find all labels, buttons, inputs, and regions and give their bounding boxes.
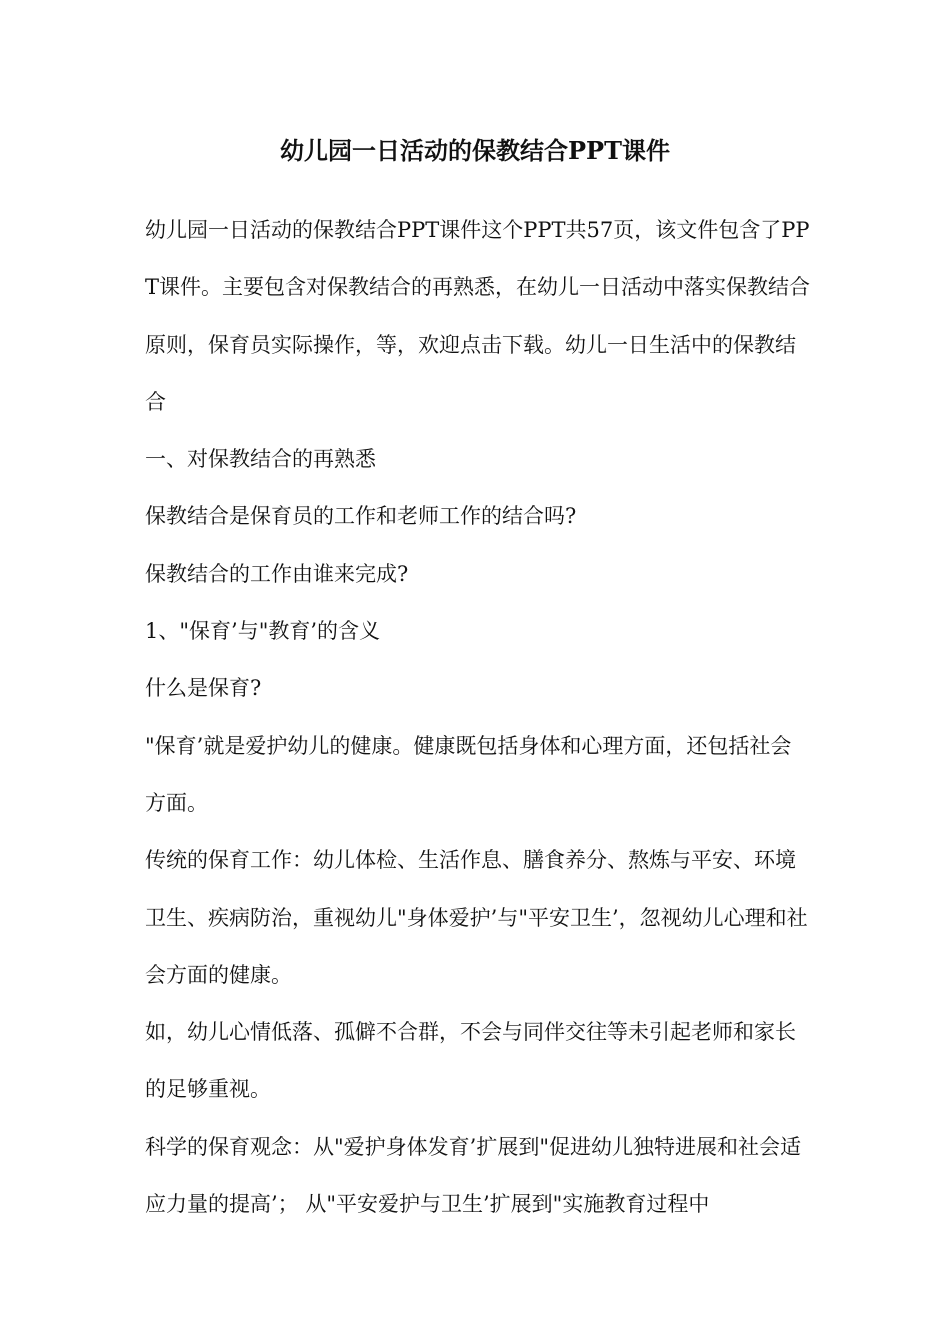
paragraph-traditional: 传统的保育工作：幼儿体检、生活作息、膳食养分、熬炼与平安、环境卫生、疾病防治，重视幼儿"身体爱护’与"平安卫生’，忽视幼儿心理和社会方面的健康。 [145, 848, 808, 987]
document-body [145, 202, 810, 1233]
document-title: 幼儿园一日活动的保教结合PPT课件 [280, 136, 670, 165]
paragraph-intro: 幼儿园一日活动的保教结合PPT课件这个PPT共57页，该文件包含了PPT课件。主要包含对保教结合的再熟悉，在幼儿一日活动中落实保教结合原则，保育员实际操作，等，欢迎点击下载。幼儿一日生活中的保教结合 [145, 218, 811, 414]
subsection-heading-1: 1、"保育’与"教育’的含义 [145, 619, 381, 644]
paragraph-question-1: 保教结合是保育员的工作和老师工作的结合吗? [145, 504, 577, 529]
paragraph-question-2: 保教结合的工作由谁来完成? [145, 561, 409, 586]
paragraph-question-3: 什么是保育? [145, 676, 262, 701]
paragraph-example: 如，幼儿心情低落、孤僻不合群，不会与同伴交往等未引起老师和家长的足够重视。 [145, 1020, 796, 1102]
paragraph-scientific: 科学的保育观念：从"爱护身体发育’扩展到"促进幼儿独特进展和社会适应力量的提高’； 从"平安爱护与卫生’扩展到"实施教育过程中 [145, 1134, 801, 1217]
paragraph-definition: "保育’就是爱护幼儿的健康。健康既包括身体和心理方面，还包括社会方面。 [145, 733, 792, 815]
section-heading-1: 一、对保教结合的再熟悉 [145, 447, 376, 472]
